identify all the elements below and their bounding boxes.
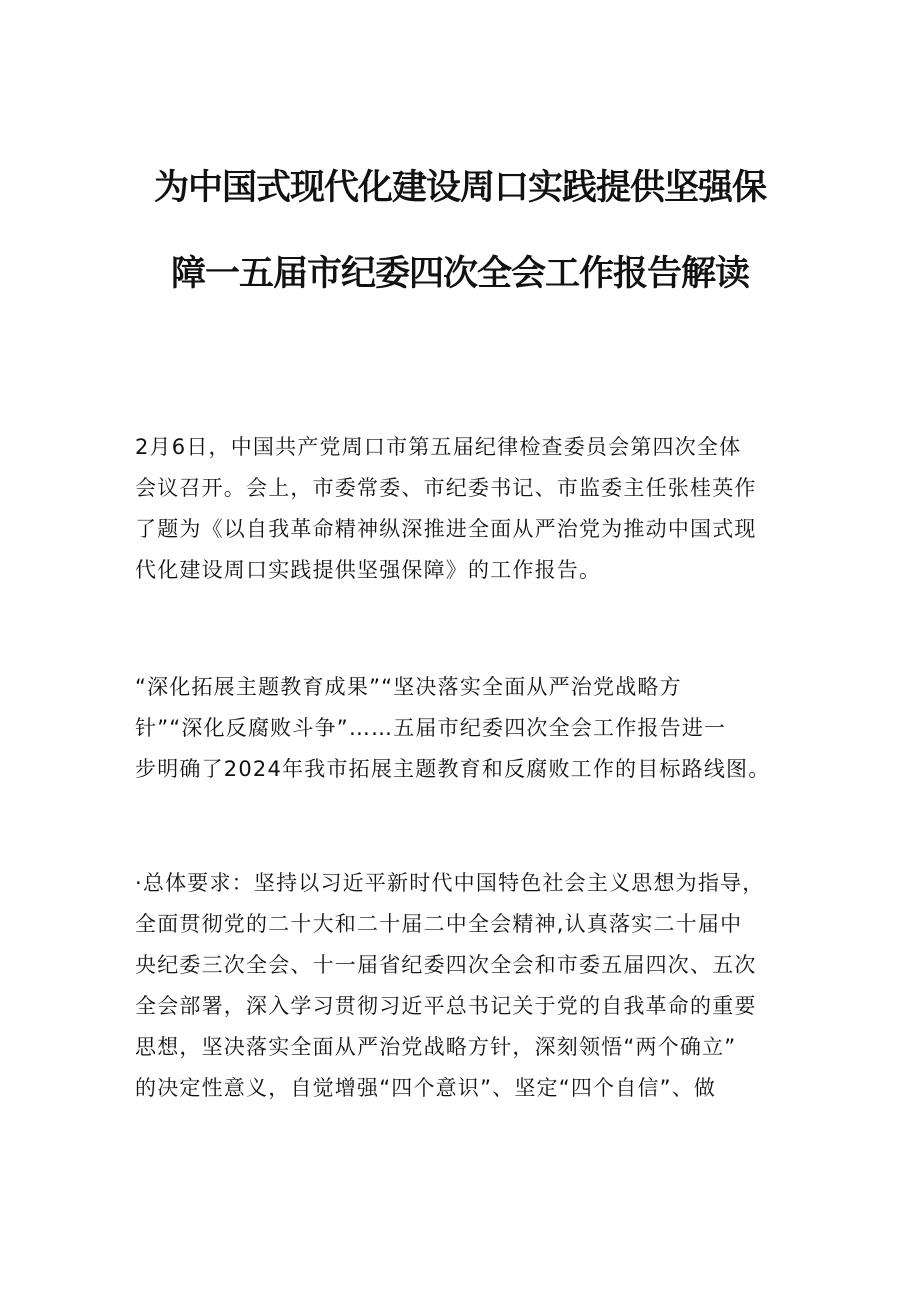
- text-line: 2月6日，中国共产党周口市第五届纪律检查委员会第四次全体: [135, 435, 742, 459]
- text-line: “深化拓展主题教育成果”“坚决落实全面从严治党战略方: [135, 675, 682, 699]
- paragraph-general-requirements: [135, 863, 795, 1109]
- text-line: 央纪委三次全会、十一届省纪委四次全会和市委五届四次、五次: [135, 953, 757, 977]
- paragraph-roadmap: [135, 667, 795, 790]
- text-line: 了题为《以自我革命精神纵深推进全面从严治党为推动中国式现: [135, 517, 757, 541]
- text-line: 针”“深化反腐败斗争”……五届市纪委四次全会工作报告进一: [135, 716, 727, 740]
- text-line: 的决定性意义，自觉增强“四个意识”、坚定“四个自信”、做: [135, 1076, 717, 1100]
- text-line: 会议召开。会上，市委常委、市纪委书记、市监委主任张桂英作: [135, 476, 757, 500]
- text-line: 思想，坚决落实全面从严治党战略方针，深刻领悟“两个确立”: [135, 1035, 737, 1059]
- paragraph-meeting-intro: [135, 427, 795, 591]
- document-title-line-1: 为中国式现代化建设周口实践提供坚强保: [153, 168, 766, 208]
- text-line: 代化建设周口实践提供坚强保障》的工作报告。: [135, 558, 602, 582]
- text-line: 全面贯彻党的二十大和二十届二中全会精神,认真落实二十届中: [135, 912, 743, 936]
- text-line: ·总体要求：坚持以习近平新时代中国特色社会主义思想为指导，: [135, 871, 765, 895]
- document-title-line-2: 障一五届市纪委四次全会工作报告解读: [170, 254, 749, 294]
- text-line: 步明确了2024年我市拓展主题教育和反腐败工作的目标路线图。: [135, 757, 771, 781]
- text-line: 全会部署，深入学习贯彻习近平总书记关于党的自我革命的重要: [135, 994, 757, 1018]
